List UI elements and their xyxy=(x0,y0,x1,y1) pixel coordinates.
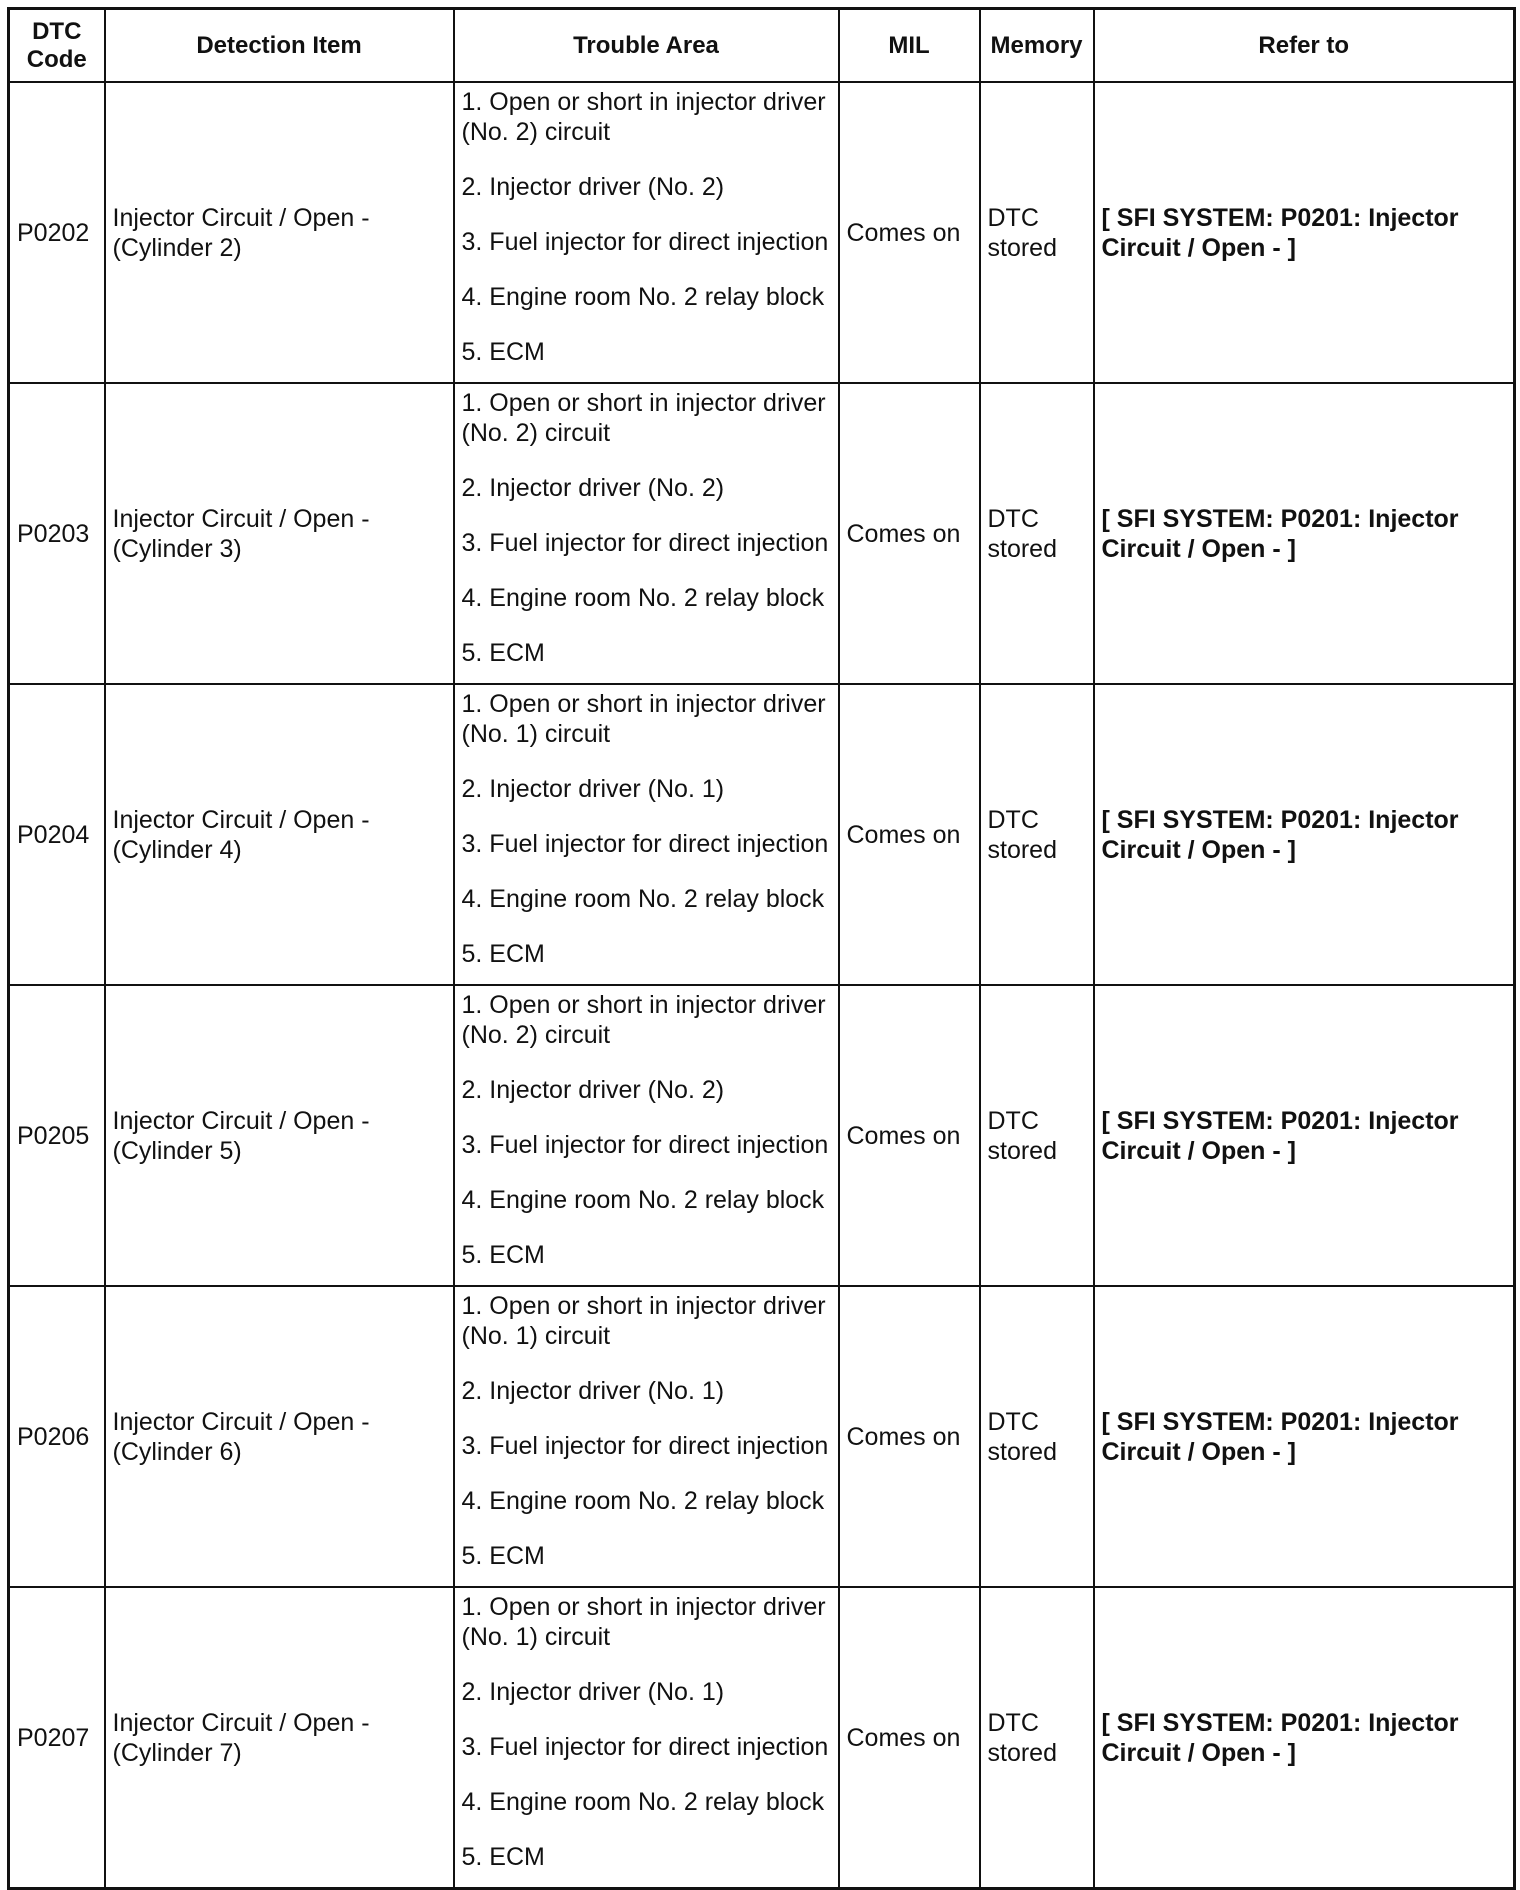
dtc-code-cell: P0203 xyxy=(9,383,105,684)
trouble-area-item: 3. Fuel injector for direct injection xyxy=(461,830,829,858)
trouble-area-item: 3. Fuel injector for direct injection xyxy=(461,1733,829,1761)
detection-item-cell: Injector Circuit / Open - (Cylinder 2) xyxy=(105,82,454,383)
mil-cell: Comes on xyxy=(839,1587,980,1889)
memory-cell: DTC stored xyxy=(980,1587,1094,1889)
trouble-area-item: 4. Engine room No. 2 relay block xyxy=(461,584,825,612)
trouble-area-item: 2. Injector driver (No. 2) xyxy=(461,1076,725,1104)
trouble-area-item: 2. Injector driver (No. 1) xyxy=(461,1377,725,1405)
trouble-area-item: 1. Open or short in injector driver (No. 1) circuit xyxy=(461,1593,826,1651)
dtc-code-cell: P0202 xyxy=(9,82,105,383)
header-trouble-area: Trouble Area xyxy=(454,9,839,83)
trouble-area-list xyxy=(462,990,831,1270)
trouble-area-item: 4. Engine room No. 2 relay block xyxy=(461,1186,825,1214)
trouble-area-item: 5. ECM xyxy=(461,1843,545,1871)
trouble-area-item: 5. ECM xyxy=(461,940,545,968)
trouble-area-item: 2. Injector driver (No. 1) xyxy=(461,1678,725,1706)
trouble-area-list xyxy=(462,689,831,969)
trouble-area-list xyxy=(462,87,831,367)
mil-cell: Comes on xyxy=(839,684,980,985)
mil-cell: Comes on xyxy=(839,985,980,1286)
table-row xyxy=(9,985,1515,1286)
trouble-area-item: 4. Engine room No. 2 relay block xyxy=(461,1788,825,1816)
trouble-area-item: 3. Fuel injector for direct injection xyxy=(461,1131,829,1159)
trouble-area-item: 4. Engine room No. 2 relay block xyxy=(461,1487,825,1515)
dtc-code-cell: P0206 xyxy=(9,1286,105,1587)
header-detection-item: Detection Item xyxy=(105,9,454,83)
trouble-area-item: 5. ECM xyxy=(461,1542,545,1570)
trouble-area-item: 4. Engine room No. 2 relay block xyxy=(461,283,825,311)
table-row xyxy=(9,383,1515,684)
dtc-code-cell: P0205 xyxy=(9,985,105,1286)
trouble-area-item: 1. Open or short in injector driver (No. 1) circuit xyxy=(461,690,826,748)
trouble-area-list xyxy=(462,1291,831,1571)
trouble-area-item: 5. ECM xyxy=(461,639,545,667)
trouble-area-cell xyxy=(454,985,839,1286)
trouble-area-item: 2. Injector driver (No. 2) xyxy=(461,173,725,201)
trouble-area-list xyxy=(462,1592,831,1872)
detection-item-cell: Injector Circuit / Open - (Cylinder 5) xyxy=(105,985,454,1286)
table-header-row xyxy=(9,9,1515,83)
trouble-area-item: 1. Open or short in injector driver (No. 2) circuit xyxy=(461,991,826,1049)
trouble-area-cell xyxy=(454,1286,839,1587)
trouble-area-item: 3. Fuel injector for direct injection xyxy=(461,1432,829,1460)
memory-cell: DTC stored xyxy=(980,82,1094,383)
trouble-area-item: 1. Open or short in injector driver (No. 1) circuit xyxy=(461,1292,826,1350)
detection-item-cell: Injector Circuit / Open - (Cylinder 3) xyxy=(105,383,454,684)
header-dtc-code-label: DTC Code xyxy=(26,17,87,73)
trouble-area-cell xyxy=(454,82,839,383)
table-row xyxy=(9,82,1515,383)
dtc-table xyxy=(7,7,1516,1890)
refer-to-link[interactable]: [ SFI SYSTEM: P0201: Injector Circuit / Open - ] xyxy=(1094,684,1515,985)
header-memory: Memory xyxy=(980,9,1094,83)
dtc-code-cell: P0207 xyxy=(9,1587,105,1889)
mil-cell: Comes on xyxy=(839,383,980,684)
trouble-area-cell xyxy=(454,684,839,985)
detection-item-cell: Injector Circuit / Open - (Cylinder 6) xyxy=(105,1286,454,1587)
trouble-area-item: 3. Fuel injector for direct injection xyxy=(461,529,829,557)
header-dtc-code xyxy=(9,9,105,83)
mil-cell: Comes on xyxy=(839,82,980,383)
trouble-area-item: 1. Open or short in injector driver (No. 2) circuit xyxy=(461,389,826,447)
refer-to-link[interactable]: [ SFI SYSTEM: P0201: Injector Circuit / Open - ] xyxy=(1094,82,1515,383)
table-row xyxy=(9,1587,1515,1889)
trouble-area-item: 2. Injector driver (No. 2) xyxy=(461,474,725,502)
refer-to-link[interactable]: [ SFI SYSTEM: P0201: Injector Circuit / Open - ] xyxy=(1094,1286,1515,1587)
memory-cell: DTC stored xyxy=(980,684,1094,985)
table-body xyxy=(9,82,1515,1889)
refer-to-link[interactable]: [ SFI SYSTEM: P0201: Injector Circuit / Open - ] xyxy=(1094,1587,1515,1889)
table-row xyxy=(9,1286,1515,1587)
header-mil: MIL xyxy=(839,9,980,83)
detection-item-cell: Injector Circuit / Open - (Cylinder 4) xyxy=(105,684,454,985)
mil-cell: Comes on xyxy=(839,1286,980,1587)
table-row xyxy=(9,684,1515,985)
trouble-area-item: 2. Injector driver (No. 1) xyxy=(461,775,725,803)
trouble-area-item: 3. Fuel injector for direct injection xyxy=(461,228,829,256)
trouble-area-list xyxy=(462,388,831,668)
trouble-area-cell xyxy=(454,383,839,684)
detection-item-cell: Injector Circuit / Open - (Cylinder 7) xyxy=(105,1587,454,1889)
trouble-area-item: 5. ECM xyxy=(461,1241,545,1269)
trouble-area-item: 5. ECM xyxy=(461,338,545,366)
memory-cell: DTC stored xyxy=(980,383,1094,684)
refer-to-link[interactable]: [ SFI SYSTEM: P0201: Injector Circuit / Open - ] xyxy=(1094,383,1515,684)
trouble-area-item: 1. Open or short in injector driver (No. 2) circuit xyxy=(461,88,826,146)
trouble-area-item: 4. Engine room No. 2 relay block xyxy=(461,885,825,913)
trouble-area-cell xyxy=(454,1587,839,1889)
memory-cell: DTC stored xyxy=(980,1286,1094,1587)
memory-cell: DTC stored xyxy=(980,985,1094,1286)
header-refer-to: Refer to xyxy=(1094,9,1515,83)
dtc-code-cell: P0204 xyxy=(9,684,105,985)
refer-to-link[interactable]: [ SFI SYSTEM: P0201: Injector Circuit / Open - ] xyxy=(1094,985,1515,1286)
